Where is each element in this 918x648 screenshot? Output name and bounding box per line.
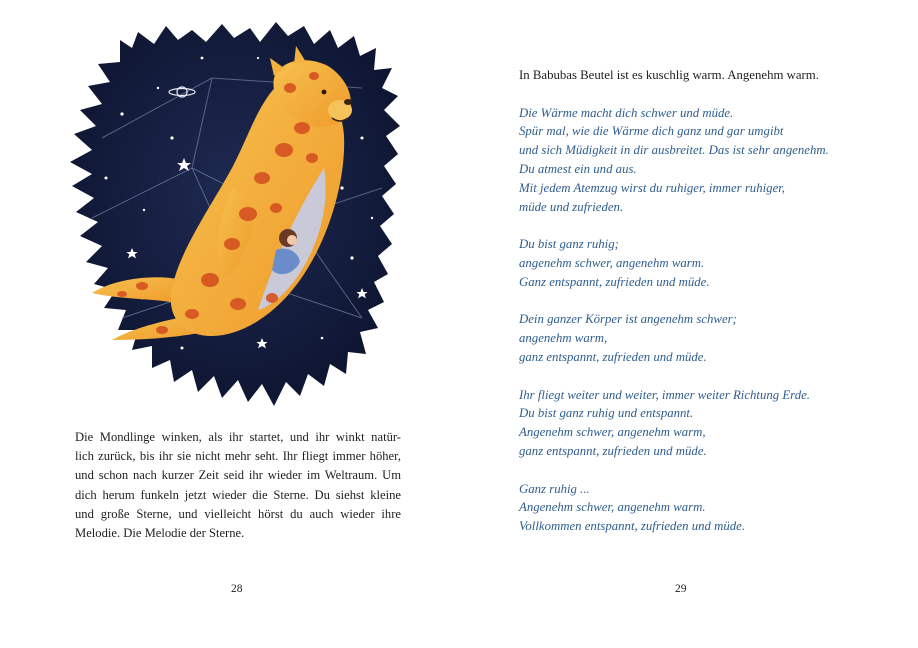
verse-line: ganz entspannt, zufrieden und müde. (519, 443, 707, 458)
verse-line: Spür mal, wie die Wärme dich ganz und gar umgibt (519, 124, 784, 139)
verse-line: angenehm schwer, angenehm warm. (519, 255, 705, 270)
verse-line: Angenehm schwer, angenehm warm, (519, 425, 706, 440)
verse-line: angenehm warm, (519, 331, 608, 346)
verse-stanza (519, 310, 879, 366)
verse-stanza (519, 386, 879, 461)
paragraph-line: lich zurück, bis ihr sie nicht mehr seht. Ihr fliegt immer höher, (75, 449, 401, 464)
verse-line: Ganz entspannt, zufrieden und müde. (519, 274, 710, 289)
relaxation-text (519, 66, 879, 555)
verse-stanza (519, 104, 879, 217)
verse-stanza (519, 235, 879, 291)
intro-sentence: In Babubas Beutel ist es kuschlig warm. Angenehm warm. (519, 68, 819, 82)
verse-line: ganz entspannt, zufrieden und müde. (519, 349, 707, 364)
page-number: 29 (675, 583, 687, 595)
verse-line: Dein ganzer Körper ist angenehm schwer; (519, 312, 737, 327)
verse-line: Du bist ganz ruhig; (519, 237, 619, 252)
page-number: 28 (231, 583, 243, 595)
paragraph-line: und schon nach kurzer Zeit seid ihr wieder im Weltraum. Um (75, 468, 401, 483)
verse-line: Ihr fliegt weiter und weiter, immer weiter Richtung Erde. (519, 387, 810, 402)
paragraph-line: Melodie. Die Melodie der Sterne. (75, 526, 245, 541)
verse-line: Du bist ganz ruhig und entspannt. (519, 406, 694, 421)
paragraph-line: und große Sterne, und vielleicht hörst du auch wieder ihre (75, 506, 401, 521)
verse-line: Ganz ruhig ... (519, 481, 590, 496)
verse-line: und sich Müdigkeit in dir ausbreitet. Das ist sehr angenehm. (519, 143, 829, 158)
verse-line: Mit jedem Atemzug wirst du ruhiger, immer ruhiger, (519, 180, 786, 195)
right-page (459, 0, 918, 648)
verse-line: müde und zufrieden. (519, 199, 624, 214)
verse-stanza (519, 480, 879, 536)
verse-line: Die Wärme macht dich schwer und müde. (519, 105, 734, 120)
paragraph-line: Die Mondlinge winken, als ihr startet, und ihr winkt natür- (75, 430, 401, 444)
verse-line: Vollkommen entspannt, zufrieden und müde. (519, 519, 746, 534)
paragraph-line: dich herum funkeln jetzt wieder die Sterne. Du siehst kleine (75, 487, 401, 502)
story-paragraph (75, 428, 401, 543)
verse-line: Du atmest ein und aus. (519, 161, 637, 176)
space-creature-illustration (62, 18, 400, 410)
verse-line: Angenehm schwer, angenehm warm. (519, 500, 706, 515)
